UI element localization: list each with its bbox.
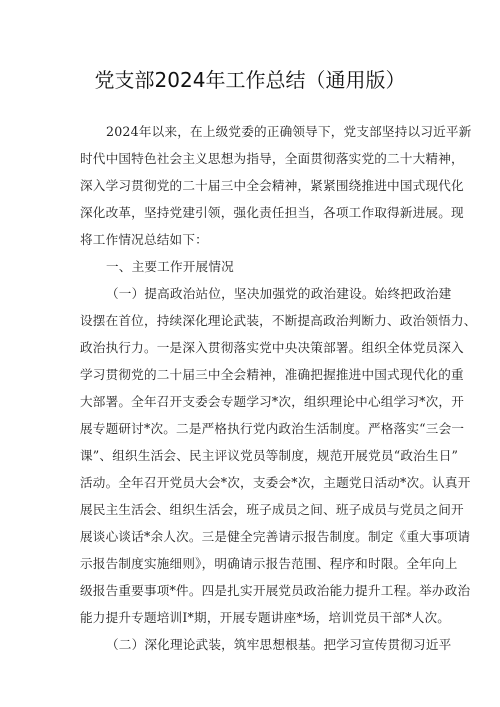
body-line: 课”、组织生活会、民主评议党员等制度，规范开展党员“政治生日”: [80, 448, 459, 463]
body-line: 能力提升专题培训I*期，开展专题讲座*场，培训党员干部*人次。: [80, 610, 451, 625]
body-line: 深入学习贯彻党的二十届三中全会精神，紧紧围绕推进中国式现代化: [80, 178, 464, 193]
body-line: 将工作情况总结如下：: [80, 232, 208, 247]
body-line: 展民主生活会、组织生活会，班子成员之间、班子成员与党员之间开: [80, 502, 464, 517]
body-line: 活动。全年召开党员大会*次，支委会*次，主题党日活动*次。认真开: [80, 475, 471, 490]
body-line: 展专题研讨*次。二是严格执行党内政治生活制度。严格落实“三会一: [80, 421, 465, 436]
body-line: 级报告重要事项*件。四是扎实开展党员政治能力提升工程。举办政治: [80, 583, 471, 598]
body-line: 政治执行力。一是深入贯彻落实党中央决策部署。组织全体党员深入: [80, 340, 464, 355]
body-line: 深化改革，坚持党建引领，强化责任担当，各项工作取得新进展。现: [80, 205, 464, 220]
section-heading: 一、主要工作开展情况: [106, 259, 234, 274]
body-line: 2024年以来，在上级党委的正确领导下，党支部坚持以习近平新: [106, 124, 472, 139]
body-line: 展谈心谈话*余人次。三是健全完善请示报告制度。制定《重大事项请: [80, 529, 471, 544]
body-line: 示报告制度实施细则》，明确请示报告范围、程序和时限。全年向上: [80, 556, 458, 571]
body-line: 学习贯彻党的二十届三中全会精神，准确把握推进中国式现代化的重: [80, 367, 464, 382]
body-line: 设摆在首位，持续深化理论武装，不断提高政治判断力、政治领悟力、: [80, 313, 477, 328]
body-line: 大部署。全年召开支委会专题学习*次，组织理论中心组学习*次，开: [80, 394, 465, 409]
document-title: 党支部2024年工作总结（通用版）: [94, 68, 406, 92]
body-line: 时代中国特色社会主义思想为指导，全面贯彻落实党的二十大精神，: [80, 151, 464, 166]
subsection-heading-line: （一）提高政治站位，坚决加强党的政治建设。始终把政治建: [106, 286, 452, 301]
subsection-heading-line: （二）深化理论武装，筑牢思想根基。把学习宣传贯彻习近平: [106, 637, 452, 652]
